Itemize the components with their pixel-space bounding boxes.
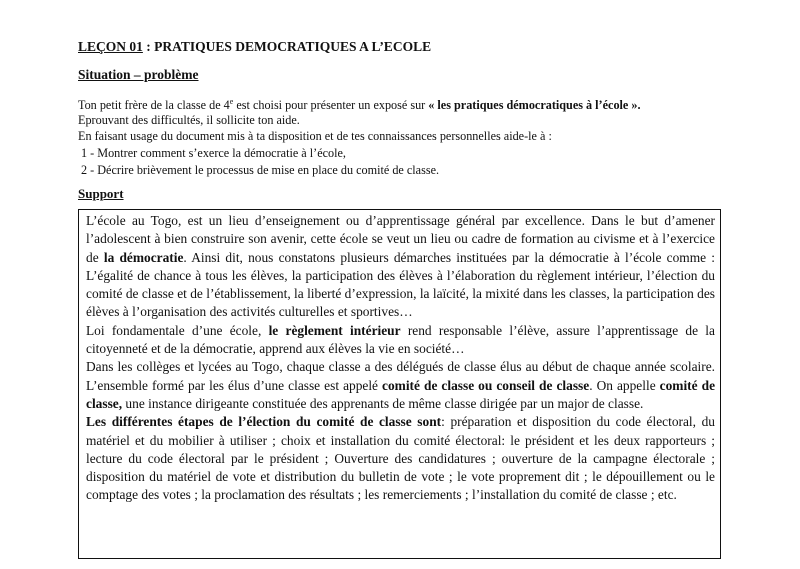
situation-line-1 <box>78 94 738 113</box>
p1-start: L’école au Togo, est un lieu d’enseignement ou d’apprentissage général par excellence. Dans le but d’amener l’adolescent à bien construire son avenir, cette école se veut un lieu ou cadre de formation au civisme et à l’exercice de <box>86 213 715 265</box>
p2-start: Loi fondamentale d’une école, <box>86 322 269 338</box>
situation-line-1-middle: est choisi pour présenter un exposé sur <box>233 98 429 113</box>
p4-bold: Les différentes étapes de l’élection du comité de classe sont <box>86 414 442 430</box>
situation-text <box>78 94 738 179</box>
p4-text: : préparation et disposition du code électoral, du matériel et du mobilier à utiliser ; choix et installation du comité électoral: le président et les deux rapporteurs ; lecture du code électoral par le président ; Ouverture des candidatures ; ouverture de la campagne électorale ; disposition du matériel de vote et distribution du bulletin de vote ; le vote proprement dit ; le dépouillement ou le comptage des votes ; la proclamation des résultats ; les remerciements ; l’installation du comité de classe ; etc. <box>86 414 715 503</box>
p3-middle: . On appelle <box>589 377 660 393</box>
p1-end: . Ainsi dit, nous constatons plusieurs démarches instituées par la démocratie à l’école comme : L’égalité de chance à tous les élèves, la participation des élèves à l’élaboration du règlement intérieur, l’élection du comité de classe et de l’établissement, la liberté d’expression, la laïcité, la mixité dans les classes, la participation des élèves à l’organisation des activités culturelles et sportives… <box>86 249 715 320</box>
situation-heading: Situation – problème <box>78 67 199 82</box>
p3-start: Dans les collèges et lycées au Togo, chaque classe a des délégués de classe élus au début de chaque année scolaire. L’ensemble formé par les élus d’une classe est appelé <box>86 359 715 393</box>
p2-end: rend responsable l’élève, assure l’apprentissage de la citoyenneté et de la démocratie, apprend aux élèves la vie en société… <box>86 322 715 357</box>
situation-line-1-start: Ton petit frère de la classe de 4 <box>78 98 230 113</box>
lesson-separator: : <box>142 39 155 54</box>
support-heading: Support <box>78 186 124 201</box>
support-paragraph-3 <box>86 358 715 413</box>
p3-bold-2: comité de classe, <box>86 377 716 411</box>
lesson-title-text: PRATIQUES DEMOCRATIQUES A L’ECOLE <box>154 39 432 54</box>
task-item-2: 2 - Décrire brièvement le processus de mise en place du comité de classe. <box>81 163 440 178</box>
support-paragraph-1 <box>86 212 715 322</box>
grade-superscript: e <box>229 97 234 106</box>
lesson-title <box>78 39 431 55</box>
task-item-1: 1 - Montrer comment s’exerce la démocratie à l’école, <box>81 145 346 160</box>
p1-bold: la démocratie <box>103 249 184 265</box>
situation-line-2: Eprouvant des difficultés, il sollicite ton aide. <box>78 113 300 128</box>
lesson-number: LEÇON 01 <box>78 39 143 54</box>
support-paragraph-2 <box>86 322 715 359</box>
situation-line-3: En faisant usage du document mis à ta disposition et de tes connaissances personnelles aide-le à : <box>78 128 552 143</box>
support-text <box>86 212 715 505</box>
p2-bold: le règlement intérieur <box>268 322 401 338</box>
expose-topic: « les pratiques démocratiques à l’école ». <box>428 98 641 113</box>
support-paragraph-4 <box>86 413 715 504</box>
p3-end: une instance dirigeante constituée des apprenants de même classe dirigée par un major de classe. <box>122 395 644 411</box>
p3-bold-1: comité de classe ou conseil de classe <box>382 377 590 393</box>
